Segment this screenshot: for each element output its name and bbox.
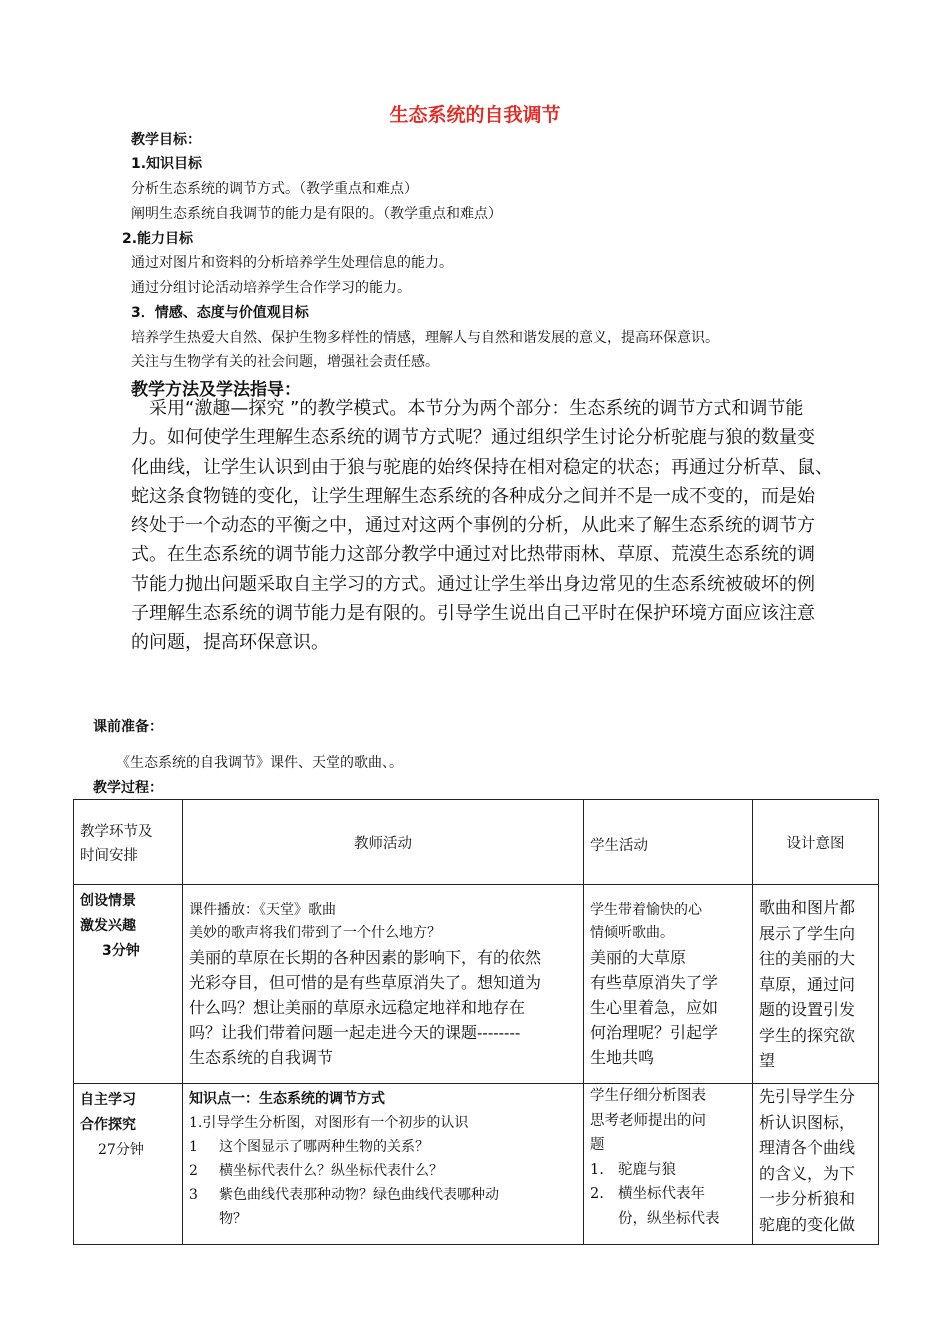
design-line: 理清各个曲线 xyxy=(759,1138,856,1157)
teacher-line: 1.引导学生分析图，对图形有一个初步的认识 xyxy=(189,1115,469,1131)
header-student-label: 学生活动 xyxy=(590,838,648,854)
design-line: 析认识图标， xyxy=(759,1112,856,1132)
stage-line: 合作探究 xyxy=(80,1117,136,1133)
student-activity-cell xyxy=(584,885,753,1084)
method-line: 力。如何使学生理解生态系统的调节方式呢？通过组织学生讨论分析驼鹿与狼的数量变 xyxy=(131,427,815,449)
question-number: 1 xyxy=(189,1139,198,1155)
table-row xyxy=(74,1084,879,1245)
question-text: 横坐标代表什么？纵坐标代表什么？ xyxy=(219,1163,443,1179)
student-line: 美丽的大草原 xyxy=(590,948,687,967)
header-stage-line: 教学环节及 xyxy=(80,824,153,840)
method-heading: 教学方法及学法指导： xyxy=(131,380,301,400)
design-line: 一步分析狼和 xyxy=(759,1189,856,1208)
knowledge-goal-heading: 1.知识目标 xyxy=(131,156,203,172)
design-line: 往的美丽的大 xyxy=(759,949,856,968)
design-line: 驼鹿的变化做 xyxy=(759,1214,856,1234)
method-line: 的问题，提高环保意识。 xyxy=(131,632,329,654)
emotion-goal-line: 培养学生热爱大自然、保护生物多样性的情感，理解人与自然和谐发展的意义，提高环保意识。 xyxy=(131,330,719,346)
knowledge-point-heading: 知识点一：生态系统的调节方式 xyxy=(189,1091,385,1107)
teacher-question xyxy=(189,1159,577,1183)
goals-heading: 教学目标： xyxy=(131,132,201,148)
teacher-activity-cell xyxy=(183,885,584,1084)
student-line: 情倾听歌曲。 xyxy=(590,925,674,941)
teacher-line: 吗？让我们带着问题一起走进今天的课题-------- xyxy=(189,1023,521,1042)
method-line: 蛇这条食物链的变化，让学生理解生态系统的各种成分之间并不是一成不变的，而是始 xyxy=(131,485,815,507)
emotion-goal-heading: 3．情感、态度与价值观目标 xyxy=(131,305,309,321)
ability-goal-heading: 2.能力目标 xyxy=(122,231,194,247)
design-line: 望 xyxy=(759,1051,776,1070)
teacher-line: 美丽的草原在长期的各种因素的影响下，有的依然 xyxy=(189,948,542,967)
teacher-line: 生态系统的自我调节 xyxy=(189,1048,334,1067)
page-title: 生态系统的自我调节 xyxy=(389,104,561,126)
student-line: 生心里着急，应如 xyxy=(590,998,719,1017)
stage-line: 创设情景 xyxy=(80,893,136,909)
design-line: 的含义，为下 xyxy=(759,1163,856,1183)
student-answer xyxy=(590,1158,746,1183)
student-line: 学生仔细分析图表 xyxy=(590,1088,706,1104)
question-number: 2 xyxy=(189,1163,198,1179)
stage-time: 27分钟 xyxy=(98,1142,144,1158)
design-line: 歌曲和图片都 xyxy=(759,898,856,917)
method-line: 采用“激趣—探究 ”的教学模式。本节分为两个部分：生态系统的调节方式和调节能 xyxy=(131,398,804,419)
method-line: 子理解生态系统的调节能力是有限的。引导学生说出自己平时在保护环境方面应该注意 xyxy=(131,603,815,625)
header-design-label: 设计意图 xyxy=(786,835,845,852)
method-line: 终处于一个动态的平衡之中，通过对这两个事例的分析，从此来了解生态系统的调节方 xyxy=(131,515,815,537)
teacher-line: 课件播放：《天堂》歌曲 xyxy=(189,902,336,918)
question-text: 这个图显示了哪两种生物的关系？ xyxy=(219,1139,429,1155)
student-line: 有些草原消失了学 xyxy=(590,973,719,992)
table-header-row xyxy=(74,800,879,885)
emotion-goal-line: 关注与生物学有关的社会问题，增强社会责任感。 xyxy=(131,354,439,370)
answer-number: 1. xyxy=(590,1161,604,1178)
design-line: 题的设置引发 xyxy=(759,1000,856,1019)
design-intent-cell xyxy=(753,885,879,1084)
student-line: 何治理呢？引起学 xyxy=(590,1023,719,1042)
design-line: 学生的探究欲 xyxy=(759,1025,856,1045)
ability-goal-line: 通过对图片和资料的分析培养学生处理信息的能力。 xyxy=(131,255,453,271)
stage-line: 自主学习 xyxy=(80,1092,136,1108)
method-paragraph xyxy=(131,394,871,658)
prep-heading: 课前准备： xyxy=(93,719,163,735)
teacher-question xyxy=(189,1183,577,1207)
ability-goal-line: 通过分组讨论活动培养学生合作学习的能力。 xyxy=(131,280,411,296)
design-line: 先引导学生分 xyxy=(759,1087,856,1106)
table-row xyxy=(74,885,879,1084)
method-line: 式。在生态系统的调节能力这部分教学中通过对比热带雨林、草原、荒漠生态系统的调 xyxy=(131,544,815,566)
teacher-line: 美妙的歌声将我们带到了一个什么地方？ xyxy=(189,925,441,941)
knowledge-goal-line: 阐明生态系统自我调节的能力是有限的。（教学重点和难点） xyxy=(131,206,502,222)
design-line: 草原，通过问 xyxy=(759,974,856,994)
process-heading: 教学过程： xyxy=(93,780,163,796)
stage-line: 激发兴趣 xyxy=(80,918,136,934)
student-line: 题 xyxy=(590,1137,605,1153)
teacher-line: 什么吗？想让美丽的草原永远稳定地祥和地存在 xyxy=(189,998,526,1017)
question-number: 3 xyxy=(189,1187,198,1203)
student-line: 生地共鸣 xyxy=(590,1048,655,1067)
method-line: 化曲线，让学生认识到由于狼与驼鹿的始终保持在相对稳定的状态；再通过分析草、鼠、 xyxy=(131,456,833,478)
design-line: 展示了学生向 xyxy=(759,923,856,943)
header-design-cell xyxy=(753,800,879,885)
header-teacher-label: 教师活动 xyxy=(354,835,412,852)
design-intent-cell xyxy=(753,1084,879,1245)
teacher-line: 光彩夺目，但可惜的是有些草原消失了。想知道为 xyxy=(189,973,542,992)
answer-text: 驼鹿与狼 xyxy=(618,1161,676,1178)
method-line: 节能力抛出问题采取自主学习的方式。通过让学生举出身边常见的生态系统被破坏的例 xyxy=(131,573,815,595)
stage-cell xyxy=(74,1084,183,1245)
teacher-activity-cell xyxy=(183,1084,584,1245)
answer-text: 横坐标代表年 xyxy=(618,1186,705,1202)
prep-content: 《生态系统的自我调节》课件、天堂的歌曲、。 xyxy=(116,755,403,771)
student-line: 思考老师提出的问 xyxy=(590,1112,706,1129)
stage-cell xyxy=(74,885,183,1084)
teacher-question xyxy=(189,1135,577,1159)
stage-time: 3分钟 xyxy=(102,943,140,959)
student-line: 份，纵坐标代表 xyxy=(618,1210,720,1227)
header-student-cell xyxy=(584,800,753,885)
knowledge-goal-line: 分析生态系统的调节方式。（教学重点和难点） xyxy=(131,181,418,197)
header-stage-cell xyxy=(74,800,183,885)
student-activity-cell xyxy=(584,1084,753,1245)
answer-number: 2. xyxy=(590,1186,604,1202)
header-teacher-cell xyxy=(183,800,584,885)
question-text: 紫色曲线代表那种动物？绿色曲线代表哪种动 xyxy=(219,1187,499,1203)
header-stage-line: 时间安排 xyxy=(80,848,138,864)
student-line: 学生带着愉快的心 xyxy=(590,902,702,918)
teacher-line: 物？ xyxy=(219,1211,247,1227)
student-answer xyxy=(590,1182,746,1207)
process-table xyxy=(73,799,879,1245)
